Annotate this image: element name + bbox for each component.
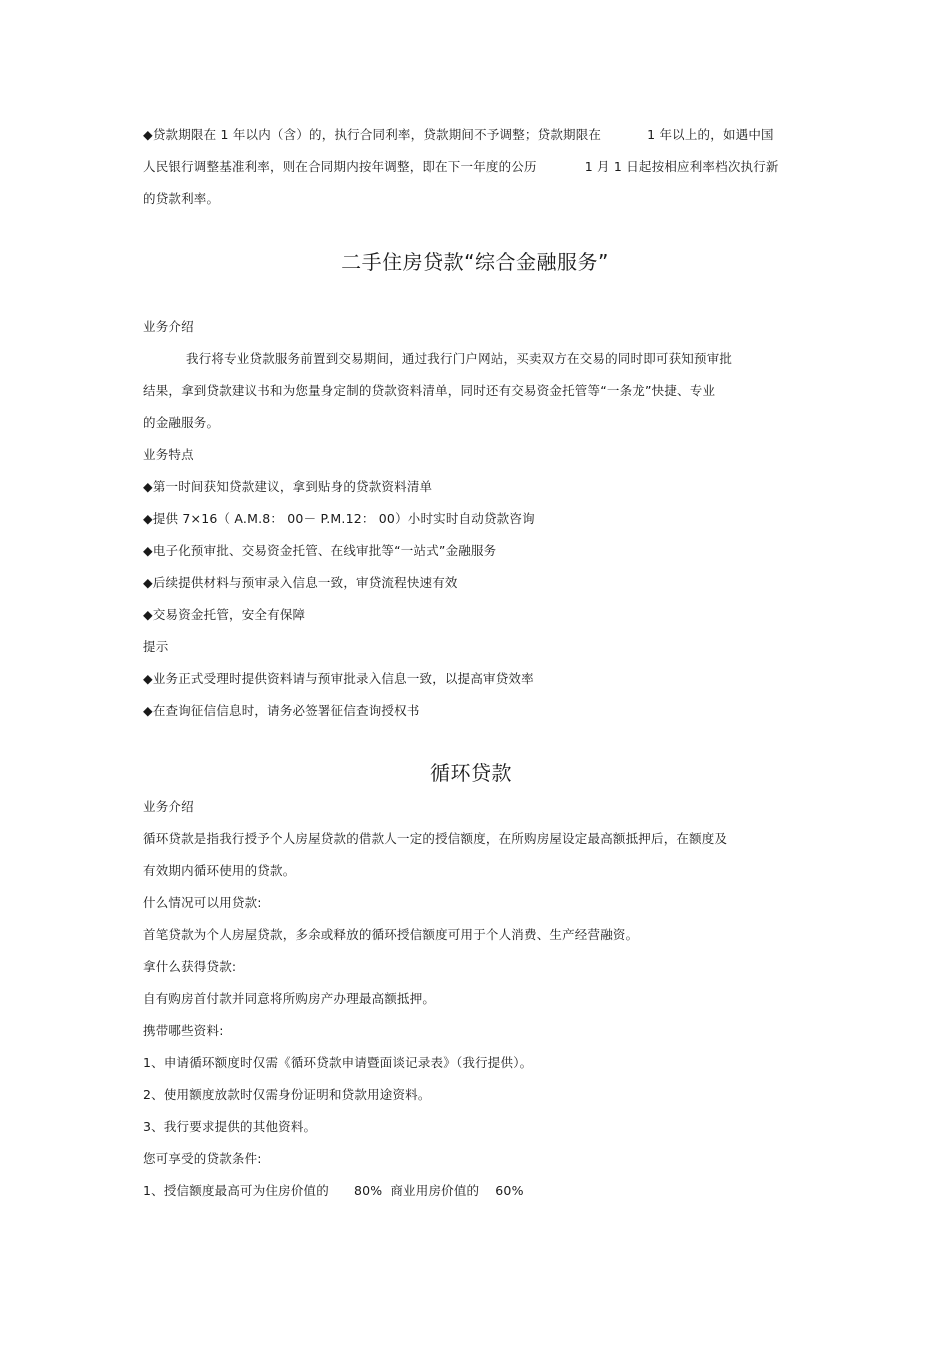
question-conditions: 您可享受的贷款条件: [143, 1151, 262, 1166]
section1-intro-line-1: 我行将专业贷款服务前置到交易期间，通过我行门户网站，买卖双方在交易的同时即可获知预审批 [186, 351, 733, 366]
text-fragment: 80% [353, 1183, 383, 1198]
answer-requirement: 自有购房首付款并同意将所购房产办理最高额抵押。 [143, 991, 436, 1006]
answer-usage: 首笔贷款为个人房屋贷款，多余或释放的循环授信额度可用于个人消费、生产经营融资。 [143, 927, 639, 942]
section2-intro-line-1: 循环贷款是指我行授予个人房屋贷款的借款人一定的授信额度，在所购房屋设定最高额抵押后，在额度及 [143, 831, 728, 846]
text-fragment: 人民银行调整基准利率，则在合同期内按年调整，即在下一年度的公历 [143, 159, 537, 174]
material-item: 3、我行要求提供的其他资料。 [143, 1119, 317, 1134]
condition-item [143, 1183, 524, 1199]
material-item: 1、申请循环额度时仅需《循环贷款申请暨面谈记录表》（我行提供）。 [143, 1055, 533, 1070]
feature-item: ◆后续提供材料与预审录入信息一致，审贷流程快速有效 [143, 575, 458, 590]
rate-paragraph-line-3: 的贷款利率。 [143, 191, 220, 206]
question-materials: 携带哪些资料: [143, 1023, 224, 1038]
text-fragment: 60% [495, 1183, 524, 1198]
section2-intro-heading: 业务介绍 [143, 799, 194, 814]
feature-item: ◆电子化预审批、交易资金托管、在线审批等“一站式”金融服务 [143, 543, 497, 558]
text-fragment: ◆贷款期限在 1 年以内（含）的，执行合同利率，贷款期间不予调整；贷款期限在 [143, 127, 602, 142]
text-fragment: 1、授信额度最高可为住房价值的 [143, 1183, 329, 1198]
section1-intro-line-2: 结果，拿到贷款建议书和为您量身定制的贷款资料清单，同时还有交易资金托管等“一条龙”快捷、专业 [143, 383, 716, 398]
rate-paragraph-line-1 [143, 127, 774, 143]
question-requirement: 拿什么获得贷款: [143, 959, 237, 974]
tip-item: ◆在查询征信信息时，请务必签署征信查询授权书 [143, 703, 420, 718]
section2-intro-line-2: 有效期内循环使用的贷款。 [143, 863, 296, 878]
feature-item: ◆交易资金托管，安全有保障 [143, 607, 306, 622]
text-fragment: 商业用房价值的 [390, 1183, 480, 1198]
section1-tips-heading: 提示 [143, 639, 169, 654]
text-fragment: 1 年以上的，如遇中国 [647, 127, 774, 142]
feature-item: ◆提供 7×16（ A.M.8： 00－ P.M.12： 00）小时实时自动贷款咨询 [143, 511, 535, 526]
tip-item: ◆业务正式受理时提供资料请与预审批录入信息一致，以提高审贷效率 [143, 671, 534, 686]
rate-paragraph-line-2 [143, 159, 779, 175]
section-title-second-hand-loan: 二手住房贷款“综合金融服务” [341, 250, 609, 274]
section1-intro-line-3: 的金融服务。 [143, 415, 220, 430]
text-fragment: 1 月 1 日起按相应利率档次执行新 [584, 159, 779, 174]
section-title-revolving-loan: 循环贷款 [430, 761, 512, 785]
material-item: 2、使用额度放款时仅需身份证明和贷款用途资料。 [143, 1087, 431, 1102]
question-usage: 什么情况可以用贷款: [143, 895, 262, 910]
feature-item: ◆第一时间获知贷款建议，拿到贴身的贷款资料清单 [143, 479, 433, 494]
section1-intro-heading: 业务介绍 [143, 319, 194, 334]
section1-features-heading: 业务特点 [143, 447, 194, 462]
